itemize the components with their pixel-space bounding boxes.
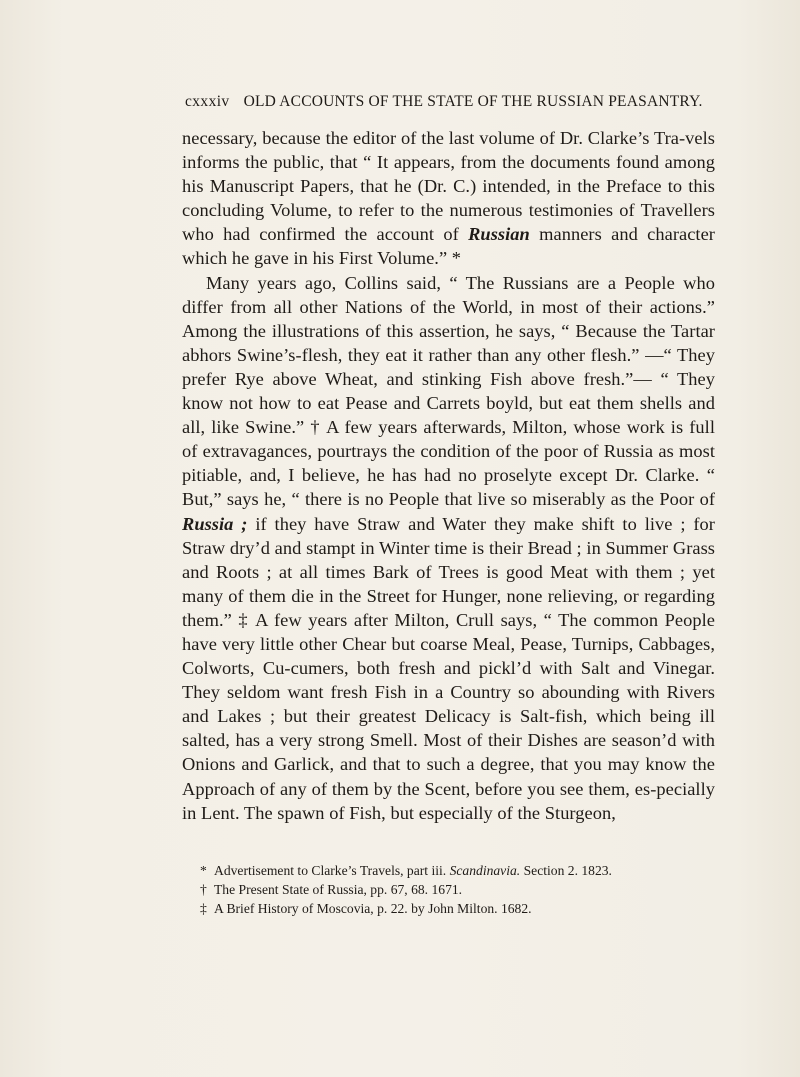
footnote-mark: † <box>200 882 207 898</box>
paragraph-text: if they have Straw and Water they make shift to live ; for Straw dry’d and stampt in Winter time is their Bread ; in Summer Grass and Roots ; at all times Bark of Trees is good Meat with them ; yet many of them die in the Street for Hunger, none relieving, or regarding them.” ‡ A few years after Milton, Crull says, “ The common People have very little other Chear but coarse Meal, Pease, Turnips, Cabbages, Colworts, Cu-cumers, both fresh and pickl’d with Salt and Vinegar. They seldom want fresh Fish in a Country so abounding with Rivers and Lakes ; but their greatest Delicacy is Salt-fish, which being ill salted, has a very strong Smell. Most of their Dishes are season’d with Onions and Garlick, and that to such a degree, that you may know the Approach of any of them by the Scent, before you see them, es-pecially in Lent. The spawn of Fish, but especially of the Sturgeon, <box>182 513 715 823</box>
footnote-text: Section 2. 1823. <box>520 863 612 878</box>
footnote <box>188 861 718 880</box>
body-text <box>182 126 715 825</box>
paragraph-text: manners and character which he gave in his First Volume.” * <box>182 224 715 269</box>
paragraph <box>182 126 715 271</box>
paragraph-text: Many years ago, Collins said, “ The Russians are a People who differ from all other Nations of the World, in most of their actions.” Among the illustrations of this assertion, he says, “ Because the Tartar abhors Swine’s-flesh, they eat it rather than any other flesh.” —“ They prefer Rye above Wheat, and stinking Fish above fresh.”— “ They know not how to eat Pease and Carrets boyld, but eat them shells and all, like Swine.” † A few years afterwards, Milton, whose work is full of extravagances, pourtrays the condition of the poor of Russia as most pitiable, and, I believe, he has had no proselyte except Dr. Clarke. “ But,” says he, “ there is no People that live so miserably as the Poor of <box>182 272 715 510</box>
footnote <box>188 880 718 899</box>
paragraph-text: necessary, because the editor of the last volume of Dr. Clarke’s Tra-vels informs the public, that “ It appears, from the documents found among his Manuscript Papers, that he (Dr. C.) intended, in the Preface to this concluding Volume, to refer to the numerous testimonies of Travellers who had confirmed the account of <box>182 128 715 245</box>
footnote-italic: Scandinavia. <box>449 863 521 878</box>
running-head <box>185 93 715 111</box>
page-number: cxxxiv <box>185 93 230 110</box>
italic-term: Russian <box>468 224 530 245</box>
footnote-text: Advertisement to Clarke’s Travels, part iii. <box>214 863 450 878</box>
footnote-mark: * <box>200 863 207 878</box>
footnote-text: The Present State of Russia, pp. 67, 68. 1671. <box>214 882 463 898</box>
footnote-text: A Brief History of Moscovia, p. 22. by John Milton. 1682. <box>214 901 532 917</box>
footnotes <box>188 861 718 919</box>
footnote-mark: ‡ <box>200 901 207 917</box>
italic-term: Russia ; <box>182 513 248 534</box>
footnote <box>188 899 718 918</box>
paragraph <box>182 271 715 825</box>
running-head-title: OLD ACCOUNTS OF THE STATE OF THE RUSSIAN PEASANTRY. <box>243 93 703 110</box>
